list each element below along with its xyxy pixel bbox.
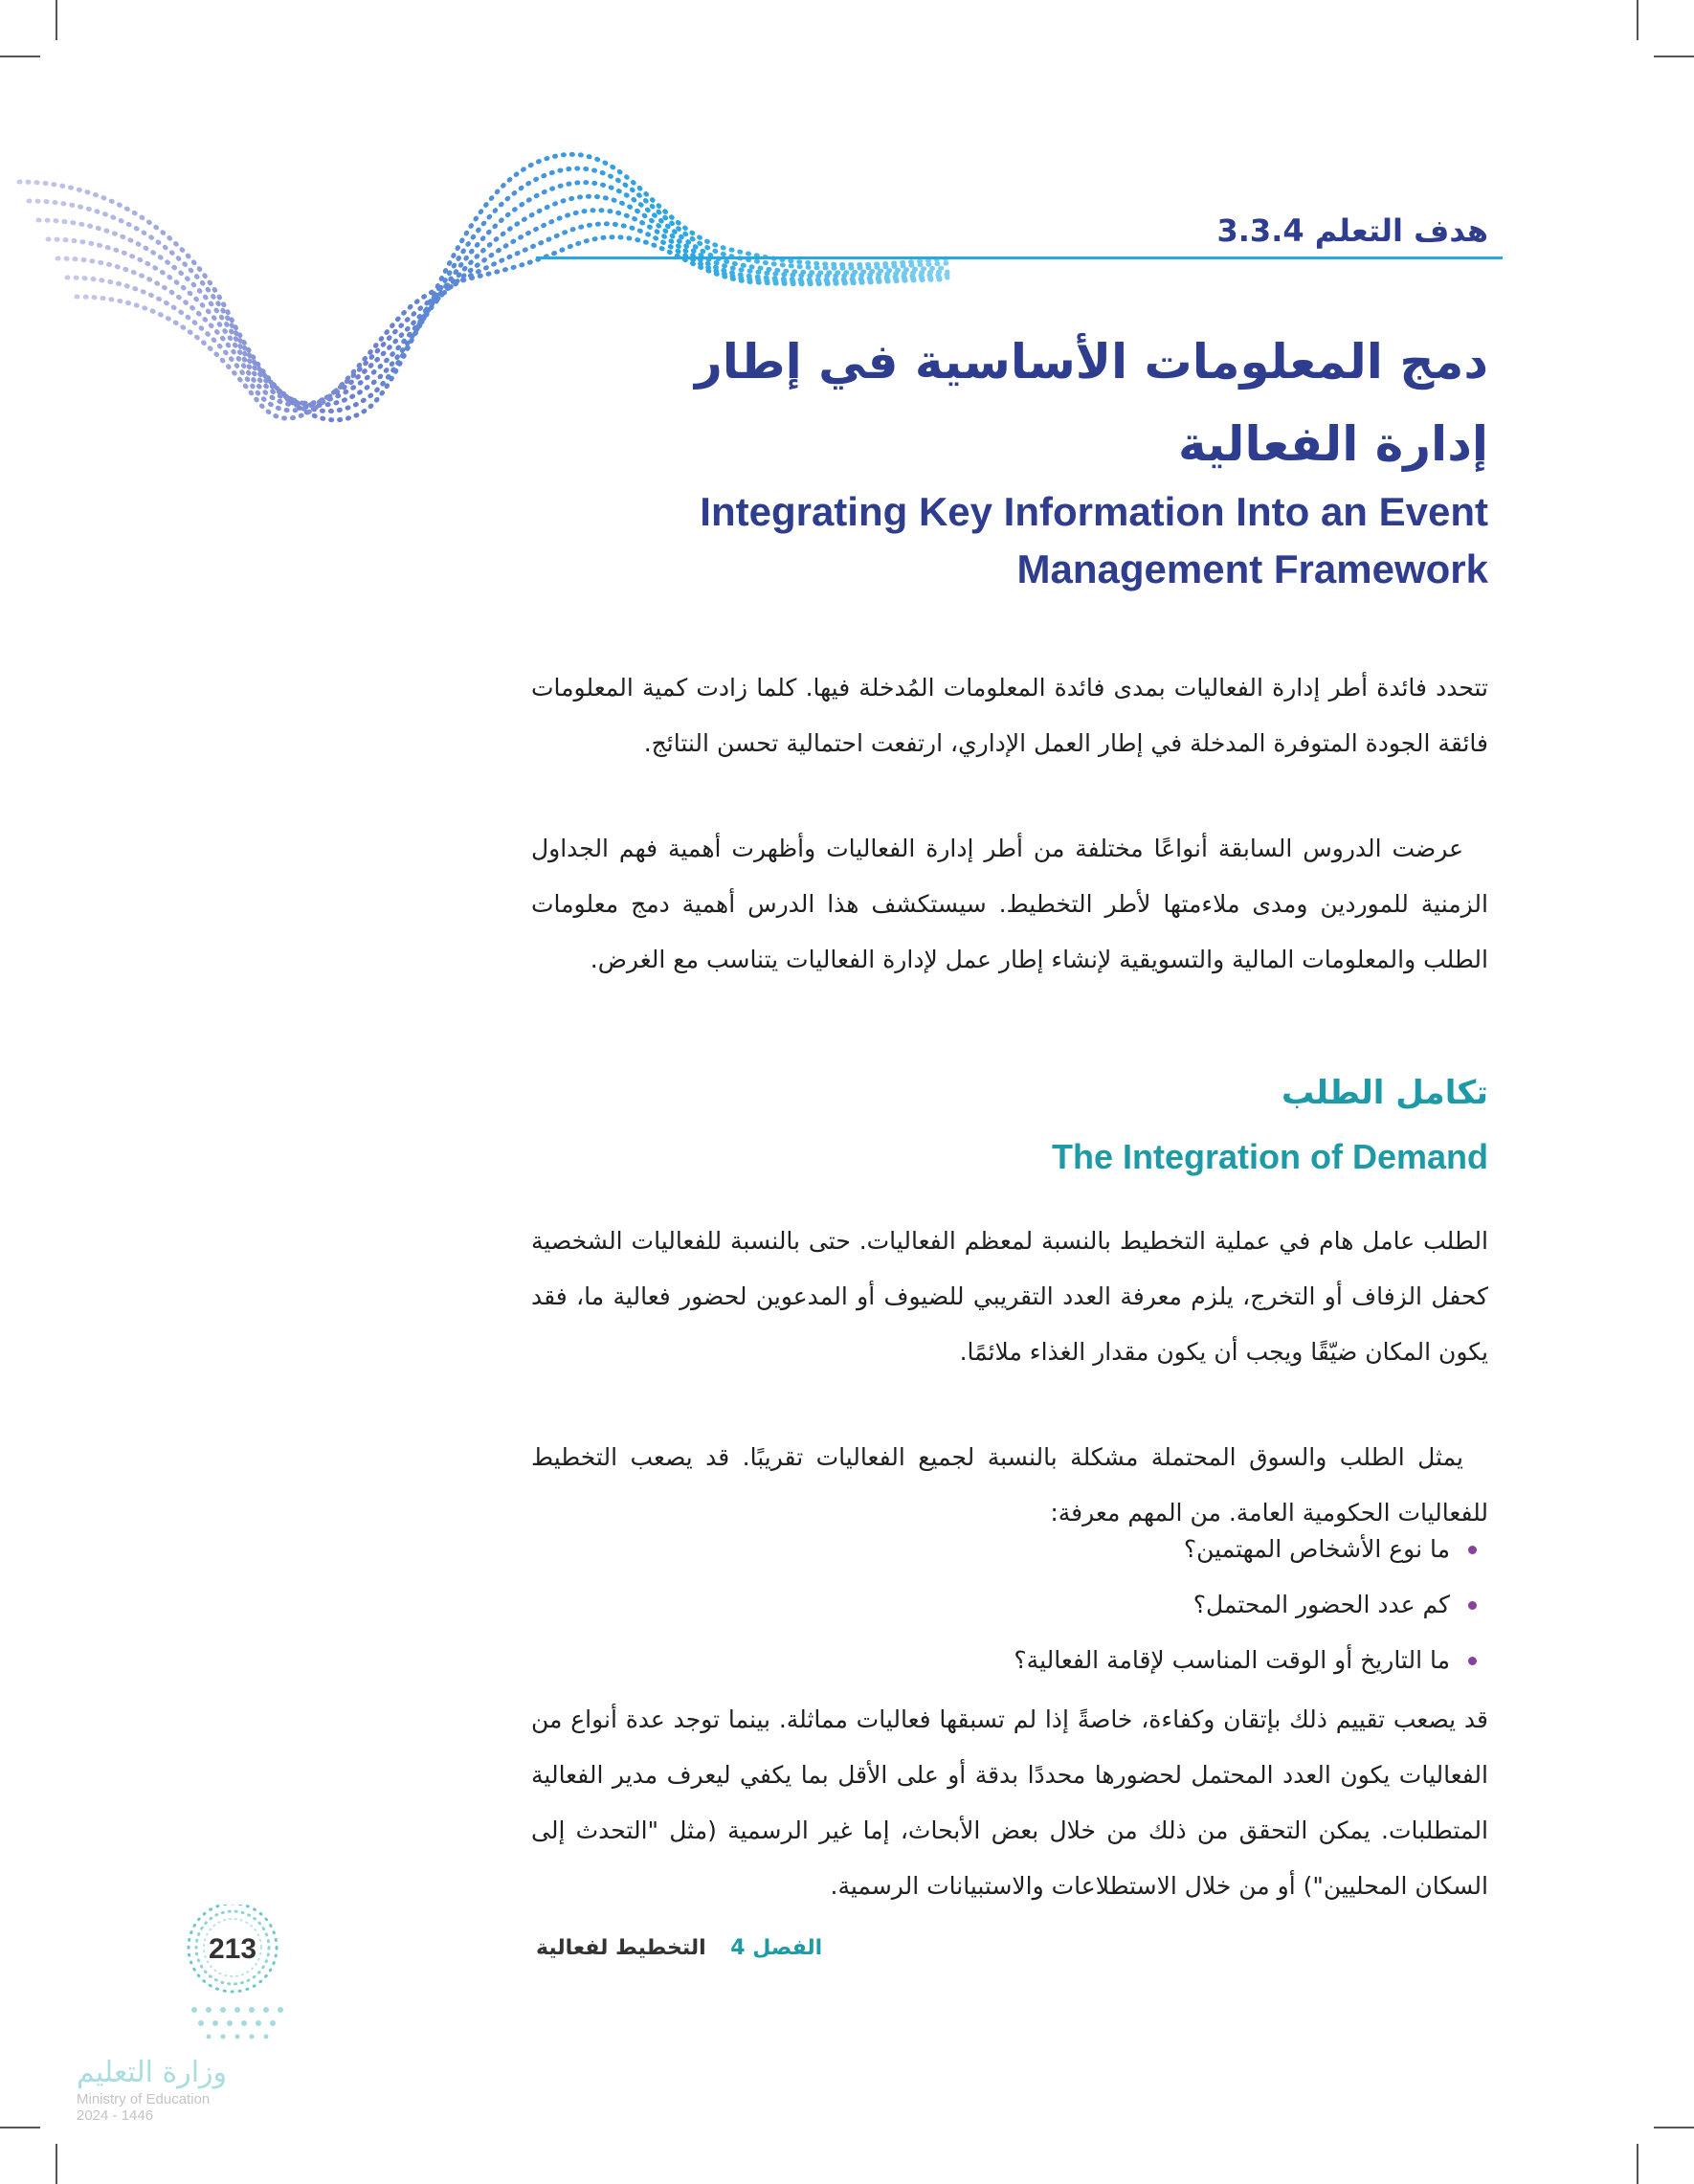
list-item-text: ما نوع الأشخاص المهتمين؟ bbox=[1183, 1535, 1450, 1563]
bullet-icon bbox=[1468, 1657, 1477, 1665]
list-item bbox=[531, 1577, 1488, 1633]
page-title-arabic: دمج المعلومات الأساسية في إطار إدارة الفعالية bbox=[694, 334, 1488, 472]
chapter-label: الفصل 4 bbox=[730, 1936, 823, 1960]
crop-mark bbox=[56, 2144, 57, 2184]
crop-mark bbox=[1654, 56, 1694, 57]
crop-mark bbox=[56, 0, 57, 40]
crop-mark bbox=[1654, 2127, 1694, 2128]
section-heading-arabic: تكامل الطلب bbox=[1282, 1074, 1488, 1112]
bullet-icon bbox=[1468, 1601, 1477, 1610]
edition-year: 2024 - 1446 bbox=[77, 2107, 154, 2124]
page-number: 213 bbox=[208, 1933, 257, 1965]
ministry-name-english: Ministry of Education bbox=[77, 2091, 211, 2107]
crop-mark bbox=[1637, 2144, 1638, 2184]
list-item-text: ما التاريخ أو الوقت المناسب لإقامة الفعالية؟ bbox=[1014, 1646, 1450, 1674]
list-item bbox=[531, 1522, 1488, 1577]
bullet-icon bbox=[1468, 1546, 1477, 1554]
crop-mark bbox=[0, 2127, 40, 2128]
page-title-english: Integrating Key Information Into an Event Management Framework bbox=[700, 489, 1488, 591]
section-paragraph-2: يمثل الطلب والسوق المحتملة مشكلة بالنسبة لجميع الفعاليات تقريبًا. قد يصعب التخطيط للفعاليات الحكومية العامة. من المهم معرفة: bbox=[531, 1443, 1488, 1527]
chapter-title: التخطيط لفعالية bbox=[536, 1936, 706, 1960]
section-paragraph-1: الطلب عامل هام في عملية التخطيط بالنسبة لمعظم الفعاليات. حتى بالنسبة للفعاليات الشخصية كحفل الزفاف أو التخرج، يلزم معرفة العدد التقريبي للضيوف أو المدعوين لحضور فعالية ما، فقد يكون المكان ضيّقًا ويجب أن يكون مقدار الغذاء ملائمًا. bbox=[531, 1227, 1488, 1366]
footer-chapter bbox=[536, 1936, 822, 1960]
ministry-logo bbox=[77, 2056, 287, 2124]
section-paragraph-3: قد يصعب تقييم ذلك بإتقان وكفاءة، خاصةً إذا لم تسبقها فعاليات مماثلة. بينما توجد عدة أنواع من الفعاليات يكون العدد المحتمل لحضورها محددًا بدقة أو على الأقل بما يكفي ليعرف مدير الفعالية المتطلبات. يمكن التحقق من ذلك من خلال بعض الأبحاث، إما غير الرسمية (مثل "التحدث إلى السكان المحليين") أو من خلال الاستطلاعات والاستبيانات الرسمية. bbox=[531, 1705, 1488, 1900]
ministry-name-arabic: وزارة التعليم bbox=[77, 2056, 228, 2089]
intro-paragraph-1: تتحدد فائدة أطر إدارة الفعاليات بمدى فائدة المعلومات المُدخلة فيها. كلما زادت كمية المعلومات فائقة الجودة المتوفرة المدخلة في إطار العمل الإداري، ارتفعت احتمالية تحسن النتائج. bbox=[531, 674, 1488, 757]
crop-mark bbox=[0, 56, 40, 57]
intro-paragraph-2: عرضت الدروس السابقة أنواعًا مختلفة من أطر إدارة الفعاليات وأظهرت أهمية فهم الجداول الزمنية للموردين ومدى ملاءمتها لأطر التخطيط. سيستكشف هذا الدرس أهمية دمج معلومات الطلب والمعلومات المالية والتسويقية لإنشاء إطار عمل لإدارة الفعاليات يتناسب مع الغرض. bbox=[531, 835, 1488, 973]
crop-mark bbox=[1637, 0, 1638, 40]
goal-divider-line bbox=[536, 256, 1503, 259]
section-heading-english: The Integration of Demand bbox=[1051, 1137, 1488, 1176]
page-number-badge-icon bbox=[161, 1905, 304, 2048]
learning-goal-label: هدف التعلم 3.3.4 bbox=[1216, 212, 1488, 249]
questions-list bbox=[531, 1522, 1488, 1688]
list-item bbox=[531, 1633, 1488, 1688]
list-item-text: كم عدد الحضور المحتمل؟ bbox=[1192, 1591, 1450, 1618]
